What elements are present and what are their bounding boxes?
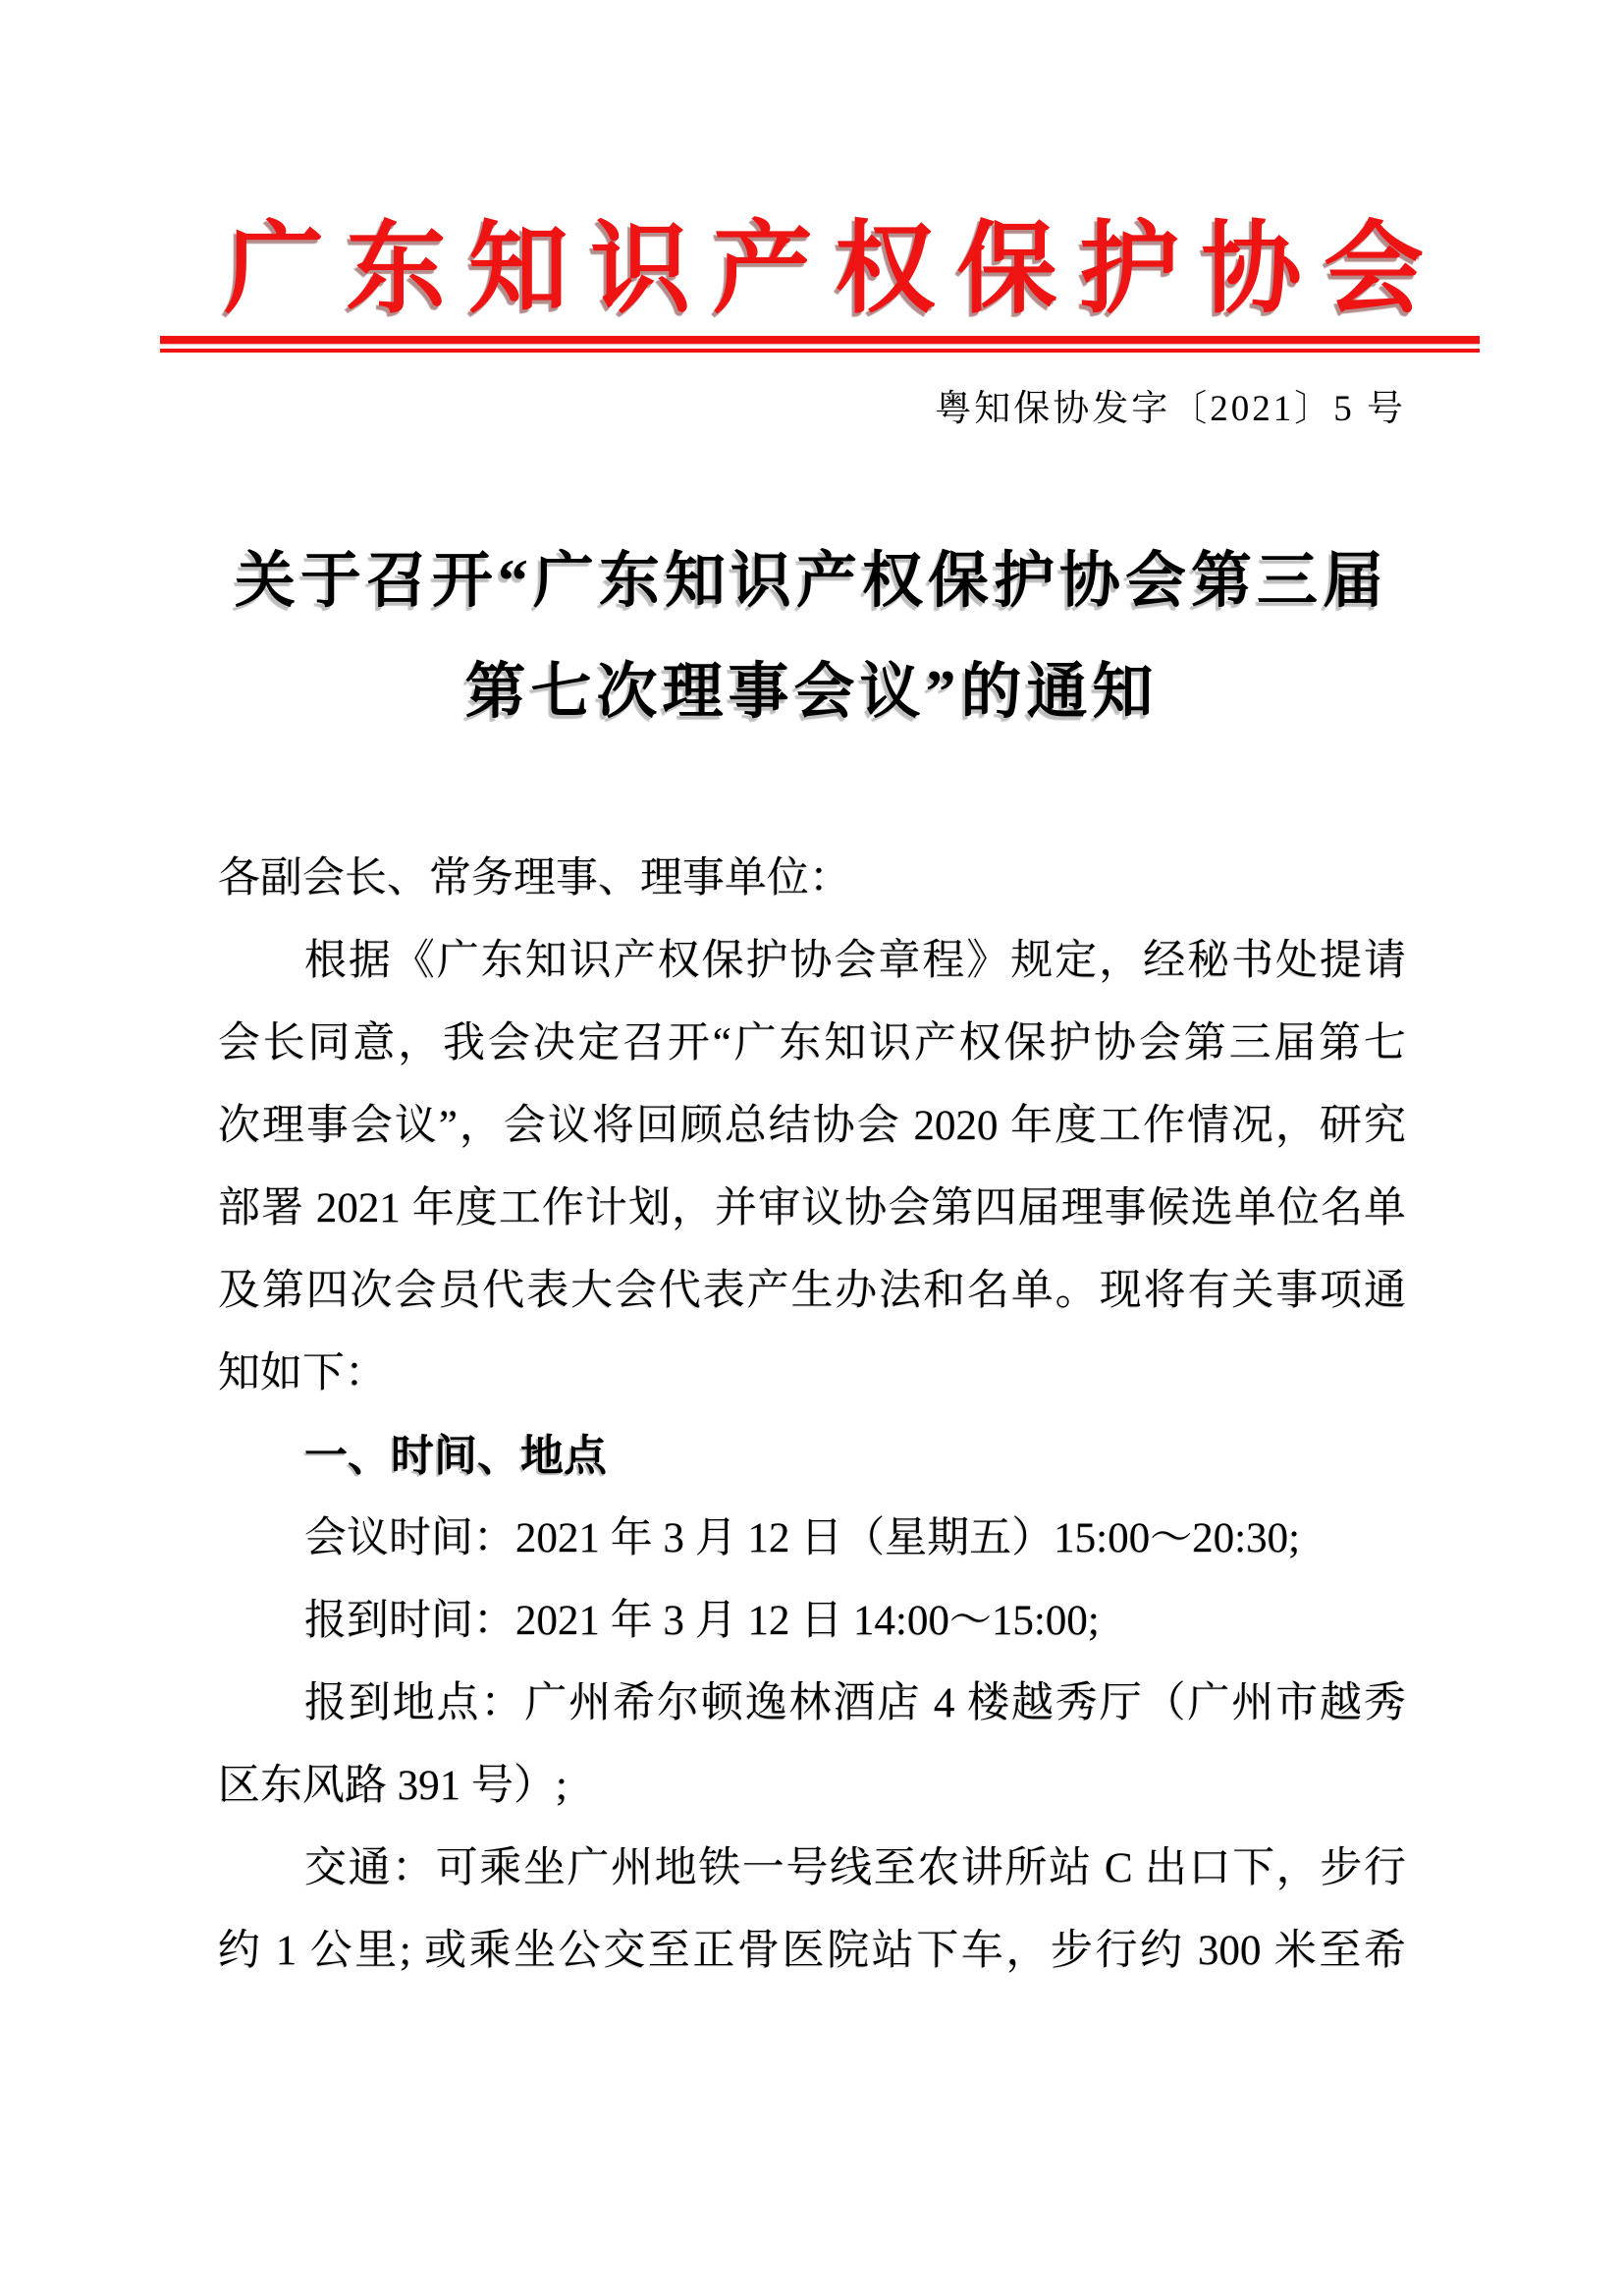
body-line: 知如下： <box>218 1350 387 1396</box>
org-title-char: 知 <box>467 215 568 326</box>
section-heading: 一、时间、地点 <box>304 1432 607 1480</box>
org-title-char: 广 <box>224 215 324 326</box>
org-title-char: 东 <box>346 215 447 326</box>
rule-thick-bar <box>160 336 1480 344</box>
body-line: 交通：可乘坐广州地铁一号线至农讲所站 C 出口下，步行 <box>304 1845 1406 1891</box>
org-title-char: 保 <box>956 215 1057 326</box>
body-line: 约 1 公里; 或乘坐公交至正骨医院站下车，步行约 300 米至希 <box>218 1928 1406 1974</box>
body-line: 报到地点：广州希尔顿逸林酒店 4 楼越秀厅（广州市越秀 <box>304 1680 1406 1726</box>
body-line: 会长同意，我会决定召开“广东知识产权保护协会第三届第七 <box>218 1020 1406 1066</box>
notice-body <box>218 838 1406 1993</box>
body-line: 部署 2021 年度工作计划，并审议协会第四届理事候选单位名单 <box>218 1185 1406 1231</box>
red-double-rule <box>160 336 1480 353</box>
rule-thin-bar <box>160 349 1480 353</box>
body-line: 各副会长、常务理事、理事单位： <box>218 855 851 902</box>
body-line: 次理事会议”，会议将回顾总结协会 2020 年度工作情况，研究 <box>218 1103 1406 1149</box>
org-title-char: 产 <box>712 215 813 326</box>
org-title-char: 识 <box>590 215 691 326</box>
org-title-char: 协 <box>1201 215 1302 326</box>
org-title-char: 护 <box>1079 215 1180 326</box>
org-title <box>224 192 1424 330</box>
body-line: 根据《广东知识产权保护协会章程》规定，经秘书处提请 <box>304 938 1406 984</box>
org-title-char: 权 <box>835 215 936 326</box>
doc-number: 粤知保协发字〔2021〕5 号 <box>935 389 1406 429</box>
notice-title-line-2: 第七次理事会议”的通知 <box>464 659 1159 726</box>
notice-title-line-1: 关于召开“广东知识产权保护协会第三届 <box>234 548 1388 615</box>
body-line: 报到时间：2021 年 3 月 12 日 14:00～15:00; <box>304 1598 1100 1644</box>
notice-title <box>0 526 1623 748</box>
body-line: 会议时间：2021 年 3 月 12 日（星期五）15:00～20:30; <box>304 1515 1301 1561</box>
body-line: 及第四次会员代表大会代表产生办法和名单。现将有关事项通 <box>218 1268 1406 1314</box>
org-title-char: 会 <box>1323 215 1424 326</box>
body-line: 区东风路 391 号）; <box>218 1763 568 1809</box>
